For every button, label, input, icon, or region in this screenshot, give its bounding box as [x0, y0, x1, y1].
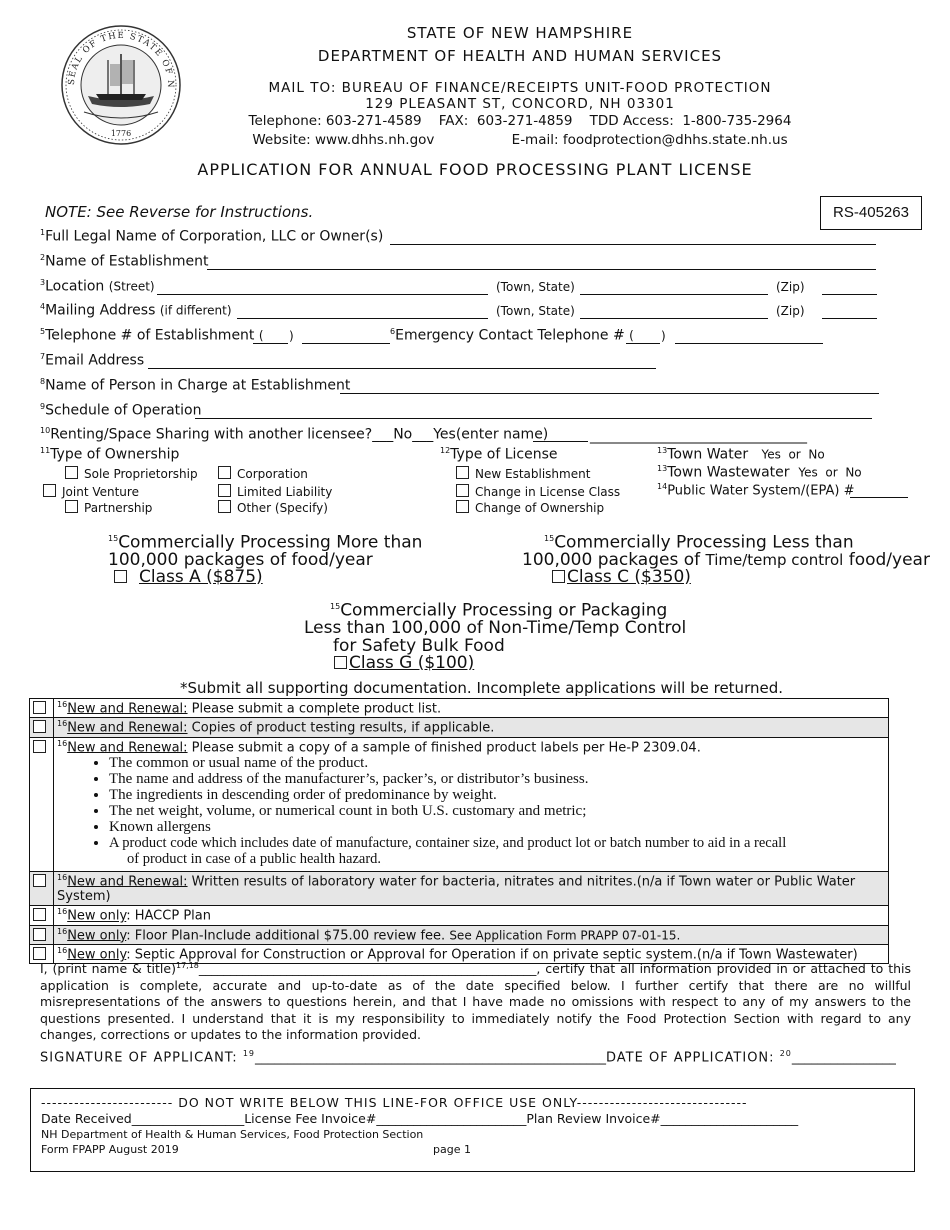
checkbox[interactable]	[456, 500, 469, 513]
checkbox[interactable]	[218, 484, 231, 497]
field-5-number-line[interactable]	[302, 343, 390, 344]
field-3-zip-label: (Zip)	[776, 280, 805, 294]
field-8-line[interactable]	[340, 393, 879, 394]
form-id-box: RS-405263	[820, 196, 922, 230]
field-6-number-line[interactable]	[675, 343, 823, 344]
epa-number-line[interactable]	[850, 497, 908, 498]
class-c-block: $^{15}$Commercially Processing Less than 100,000 packages of Time/temp control food/year Class C ($350)	[522, 532, 930, 587]
contact-web: Website: www.dhhs.nh.gov E-mail: foodprotection@dhhs.state.nh.us	[252, 132, 788, 148]
ownership-joint-venture[interactable]: Joint Venture	[43, 484, 139, 499]
field-5-area-line[interactable]	[253, 343, 288, 344]
class-c-checkbox[interactable]	[552, 570, 565, 583]
checkbox[interactable]	[33, 701, 46, 714]
svg-text:1776: 1776	[110, 129, 132, 138]
mail-to: MAIL TO: BUREAU OF FINANCE/RECEIPTS UNIT-FOOD PROTECTION	[268, 80, 772, 96]
requirement-row: $^{16}$New and Renewal: Please submit a copy of a sample of finished product labels per He-P 2309.04. • The common or usual name of the product. • The name and address of the manufacturer’s, packer’s, or distributor’s business. • The ingredients in descending order of predominance by weight. • The net weight, volume, or numerical count in both U.S. customary and metric; • Known allergens • A product code which includes date of manufacture, container size, and product lot or batch number to aid in a recall of product in case of a public health hazard.	[30, 737, 889, 871]
field-4-label: $^4$Mailing Address (if different)	[40, 302, 232, 319]
requirement-row: $^{16}$New and Renewal: Written results of laboratory water for bacteria, nitrates and nitrites.(n/a if Town water or Public Water System)	[30, 871, 889, 905]
checkbox[interactable]	[456, 466, 469, 479]
ownership-title: $^{11}$Type of Ownership	[40, 446, 180, 463]
field-3-town-line[interactable]	[580, 294, 768, 295]
field-9-line[interactable]	[195, 418, 872, 419]
checkbox[interactable]	[33, 928, 46, 941]
field-3-label: $^3$Location (Street)	[40, 278, 155, 295]
form-title: APPLICATION FOR ANNUAL FOOD PROCESSING PLANT LICENSE	[197, 160, 753, 179]
list-item: • The ingredients in descending order of predominance by weight.	[109, 787, 885, 803]
class-g-block: $^{15}$Commercially Processing or Packaging Less than 100,000 of Non-Time/Temp Control for Safety Bulk Food Class G ($100)	[304, 600, 687, 674]
field-6-area-line[interactable]	[626, 343, 660, 344]
contact-phones: Telephone: 603-271-4589 FAX: 603-271-4859 TDD Access: 1-800-735-2964	[248, 113, 792, 129]
mail-address: 129 PLEASANT ST, CONCORD, NH 03301	[365, 96, 675, 112]
requirements-table	[29, 698, 889, 964]
checkbox[interactable]	[65, 466, 78, 479]
list-item: of product in case of a public health hazard.	[127, 850, 382, 867]
office-org: NH Department of Health & Human Services, Food Protection Section	[41, 1128, 424, 1141]
office-use-fields: Date Received__________________License Fee Invoice#________________________Plan Review Invoice#______________________	[41, 1111, 799, 1126]
field-7-line[interactable]	[148, 368, 656, 369]
field-4-street-line[interactable]	[237, 318, 488, 319]
field-3-street-line[interactable]	[157, 294, 488, 295]
instructions-note: NOTE: See Reverse for Instructions.	[45, 203, 314, 221]
list-item: • The name and address of the manufacturer’s, packer’s, or distributor’s business.	[109, 771, 885, 787]
office-use-banner: ------------------------ DO NOT WRITE BELOW THIS LINE-FOR OFFICE USE ONLY-------------------------------	[41, 1095, 748, 1110]
requirement-row: $^{16}$New and Renewal: Please submit a complete product list.	[30, 699, 889, 718]
svg-text:SEAL OF THE STATE OF NEW HAMPS: SEAL OF THE STATE OF N	[66, 30, 176, 90]
town-wastewater: $^{13}$Town Wastewater Yes or No	[657, 464, 862, 481]
field-4-zip-label: (Zip)	[776, 304, 805, 318]
ownership-partnership[interactable]: Partnership	[65, 500, 152, 515]
state-name: STATE OF NEW HAMPSHIRE	[406, 24, 634, 42]
checkbox[interactable]	[33, 908, 46, 921]
field-5-paren-close: )	[289, 329, 294, 343]
list-item: • Known allergens	[109, 819, 885, 835]
license-change-ownership[interactable]: Change of Ownership	[456, 500, 604, 515]
field-6-paren-close: )	[661, 329, 666, 343]
requirement-row: $^{16}$New and Renewal: Copies of product testing results, if applicable.	[30, 718, 889, 737]
ownership-other[interactable]: Other (Specify)	[218, 500, 328, 515]
checkbox[interactable]	[218, 500, 231, 513]
requirement-row: $^{16}$New only: Floor Plan-Include additional $75.00 review fee. See Application Form PRAPP 07-01-15.	[30, 925, 889, 944]
field-5-label: $^5$Telephone # of Establishment (	[40, 327, 264, 344]
list-item: • The net weight, volume, or numerical count in both U.S. customary and metric;	[109, 803, 885, 819]
checkbox[interactable]	[218, 466, 231, 479]
field-4-town-label: (Town, State)	[496, 304, 575, 318]
class-g-checkbox[interactable]	[334, 656, 347, 669]
field-10-name-line[interactable]	[533, 441, 588, 442]
requirement-row: $^{16}$New only: Septic Approval for Construction or Approval for Operation if on private septic system.(n/a if Town Wastewater)	[30, 944, 889, 963]
state-seal	[60, 24, 182, 146]
license-new-establishment[interactable]: New Establishment	[456, 466, 590, 481]
checkbox[interactable]	[33, 740, 46, 753]
field-3-zip-line[interactable]	[822, 294, 877, 295]
checkbox[interactable]	[33, 874, 46, 887]
field-1-label: $^1$Full Legal Name of Corporation, LLC or Owner(s)	[40, 228, 384, 245]
field-10-tail: _______________________________	[590, 428, 807, 444]
ownership-sole-proprietorship[interactable]: Sole Proprietorship	[65, 466, 198, 481]
field-6-label: $^6$Emergency Contact Telephone # (	[390, 327, 634, 344]
department-name: DEPARTMENT OF HEALTH AND HUMAN SERVICES	[317, 47, 723, 65]
field-2-label: $^2$Name of Establishment	[40, 253, 209, 270]
class-a-checkbox[interactable]	[114, 570, 127, 583]
field-8-label: $^8$Name of Person in Charge at Establishment	[40, 377, 351, 394]
license-change-class[interactable]: Change in License Class	[456, 484, 620, 499]
list-item: • A product code which includes date of manufacture, container size, and product lot or batch number to aid in a recall	[109, 835, 885, 851]
submit-note: *Submit all supporting documentation. Incomplete applications will be returned.	[180, 679, 783, 697]
list-item: • The common or usual name of the product.	[109, 755, 885, 771]
page-number: page 1	[433, 1143, 471, 1156]
checkbox[interactable]	[33, 720, 46, 733]
checkbox[interactable]	[65, 500, 78, 513]
certification-statement: I, (print name & title)$^{17,18}$______________________________________________________, certify that all information provided in or attached to this application is complete, accurate and up-to-date as of the date specified below. I further certify that there are no willful misrepresentations of the answers to questions herein, and that I have made no omissions with respect to any of my answers to the questions presented. I understand that it is my responsibility to immediately notify the Food Protection Section with regard to any changes, corrections or updates to the information provided.	[40, 961, 911, 1043]
requirement-row: $^{16}$New only: HACCP Plan	[30, 906, 889, 925]
town-water: $^{13}$Town Water Yes or No	[657, 446, 825, 463]
checkbox[interactable]	[456, 484, 469, 497]
ownership-limited-liability[interactable]: Limited Liability	[218, 484, 332, 499]
label-requirements-list	[57, 755, 885, 867]
field-3-town-label: (Town, State)	[496, 280, 575, 294]
field-4-town-line[interactable]	[580, 318, 768, 319]
license-title: $^{12}$Type of License	[440, 446, 558, 463]
form-version: Form FPAPP August 2019	[41, 1143, 179, 1156]
field-10-label: $^{10}$Renting/Space Sharing with another licensee?___No___Yes(enter name)	[40, 426, 549, 443]
class-a-block: $^{15}$Commercially Processing More than 100,000 packages of food/year Class A ($875)	[108, 532, 423, 587]
field-2-line[interactable]	[207, 269, 876, 270]
public-water-system: $^{14}$Public Water System/(EPA) #	[657, 482, 855, 499]
checkbox[interactable]	[43, 484, 56, 497]
field-4-zip-line[interactable]	[822, 318, 877, 319]
signature-line[interactable]: SIGNATURE OF APPLICANT: $^{19}$______________________________________________________DATE OF APPLICATION: $^{20}$________________	[40, 1049, 896, 1066]
field-1-line[interactable]	[390, 244, 876, 245]
field-7-label: $^7$Email Address	[40, 352, 145, 369]
field-9-label: $^9$Schedule of Operation	[40, 402, 202, 419]
ownership-corporation[interactable]: Corporation	[218, 466, 308, 481]
office-use-box	[30, 1088, 915, 1172]
